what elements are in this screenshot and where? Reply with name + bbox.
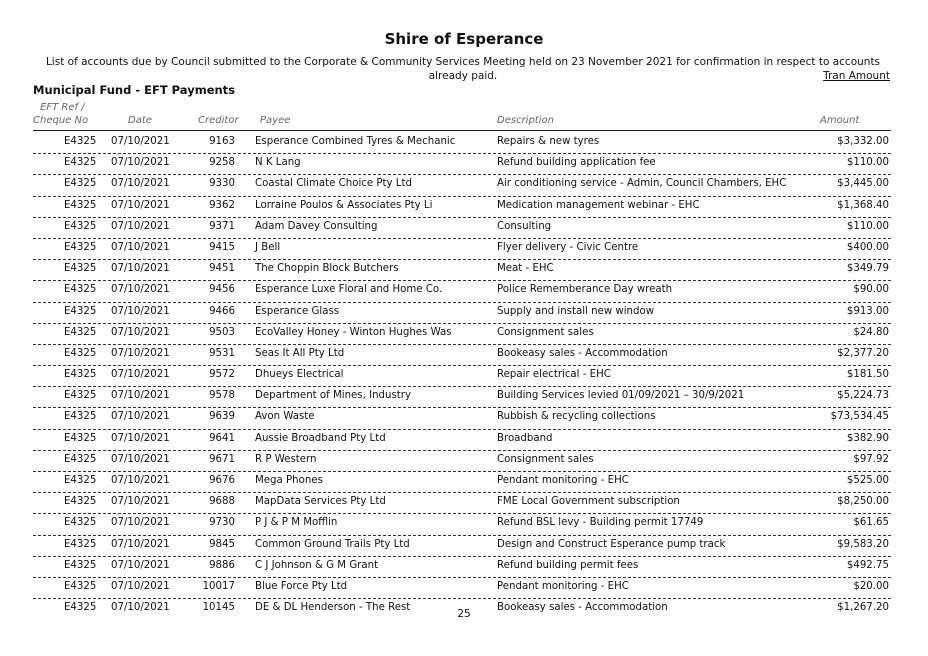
table-row bbox=[33, 133, 891, 154]
cell-amount: $1,368.40 bbox=[837, 199, 889, 211]
cell-payee: Common Ground Trails Pty Ltd bbox=[255, 538, 410, 550]
cell-payee: DE & DL Henderson - The Rest bbox=[255, 602, 411, 614]
cell-payee: EcoValley Honey - Winton Hughes Was bbox=[255, 326, 452, 338]
cell-creditor: 9671 bbox=[209, 453, 235, 465]
table-row bbox=[33, 472, 891, 493]
cell-description: Medication management webinar - EHC bbox=[497, 199, 700, 211]
cell-ref: E4325 bbox=[64, 241, 97, 253]
table-row bbox=[33, 303, 891, 324]
cell-creditor: 9886 bbox=[209, 559, 235, 571]
cell-description: Consulting bbox=[497, 220, 552, 232]
table-row bbox=[33, 387, 891, 408]
cell-creditor: 10017 bbox=[202, 580, 235, 592]
cell-date: 07/10/2021 bbox=[111, 538, 170, 550]
cell-amount: $382.90 bbox=[846, 432, 889, 444]
cell-creditor: 9371 bbox=[209, 220, 235, 232]
cell-creditor: 9639 bbox=[209, 411, 235, 423]
cell-ref: E4325 bbox=[64, 263, 97, 275]
cell-date: 07/10/2021 bbox=[111, 305, 170, 317]
column-header-date: Date bbox=[128, 115, 152, 126]
column-header-amount: Amount bbox=[820, 115, 860, 126]
table-row bbox=[33, 366, 891, 387]
cell-amount: $2,377.20 bbox=[837, 347, 889, 359]
cell-creditor: 9362 bbox=[209, 199, 235, 211]
cell-creditor: 9330 bbox=[209, 178, 235, 190]
cell-creditor: 9688 bbox=[209, 496, 235, 508]
cell-payee: Department of Mines, Industry bbox=[255, 390, 411, 402]
table-row bbox=[33, 197, 891, 218]
cell-amount: $913.00 bbox=[846, 305, 889, 317]
cell-amount: $3,445.00 bbox=[837, 178, 889, 190]
cell-amount: $9,583.20 bbox=[837, 538, 889, 550]
page-number: 25 bbox=[457, 608, 471, 620]
cell-date: 07/10/2021 bbox=[111, 326, 170, 338]
cell-description: Bookeasy sales - Accommodation bbox=[497, 602, 668, 614]
cell-ref: E4325 bbox=[64, 157, 97, 169]
cell-amount: $97.92 bbox=[853, 453, 889, 465]
cell-date: 07/10/2021 bbox=[111, 602, 170, 614]
table-row bbox=[33, 175, 891, 196]
cell-amount: $1,267.20 bbox=[837, 602, 889, 614]
table-row bbox=[33, 430, 891, 451]
cell-payee: The Choppin Block Butchers bbox=[255, 263, 399, 275]
cell-date: 07/10/2021 bbox=[111, 390, 170, 402]
cell-description: Refund BSL levy - Building permit 17749 bbox=[497, 517, 704, 529]
cell-payee: R P Western bbox=[255, 453, 317, 465]
cell-payee: Coastal Climate Choice Pty Ltd bbox=[255, 178, 412, 190]
cell-date: 07/10/2021 bbox=[111, 432, 170, 444]
cell-description: Bookeasy sales - Accommodation bbox=[497, 347, 668, 359]
cell-ref: E4325 bbox=[64, 199, 97, 211]
cell-payee: Seas It All Pty Ltd bbox=[255, 347, 345, 359]
cell-date: 07/10/2021 bbox=[111, 369, 170, 381]
cell-creditor: 9456 bbox=[209, 284, 235, 296]
cell-payee: Esperance Luxe Floral and Home Co. bbox=[255, 284, 443, 296]
cell-description: Repairs & new tyres bbox=[497, 136, 600, 147]
cell-creditor: 9531 bbox=[209, 347, 235, 359]
cell-creditor: 9163 bbox=[209, 136, 235, 147]
cell-description: Flyer delivery - Civic Centre bbox=[497, 241, 639, 253]
cell-amount: $525.00 bbox=[846, 475, 889, 486]
cell-description: Pendant monitoring - EHC bbox=[497, 580, 629, 592]
table-row bbox=[33, 557, 891, 578]
table-row bbox=[33, 536, 891, 557]
cell-ref: E4325 bbox=[64, 475, 97, 486]
fund-heading: Municipal Fund - EFT Payments bbox=[33, 83, 236, 97]
table-row bbox=[33, 154, 891, 175]
cell-ref: E4325 bbox=[64, 347, 97, 359]
cell-ref: E4325 bbox=[64, 411, 97, 423]
column-header-creditor: Creditor bbox=[198, 115, 239, 126]
column-header-payee: Payee bbox=[260, 115, 291, 126]
report-subtitle: List of accounts due by Council submitted to the Corporate & Community Services Meeting held on 23 November 2021 for confirmation in respect to accounts already paid. bbox=[45, 56, 881, 82]
cell-date: 07/10/2021 bbox=[111, 475, 170, 486]
cell-description: FME Local Government subscription bbox=[497, 496, 680, 508]
cell-date: 07/10/2021 bbox=[111, 453, 170, 465]
cell-ref: E4325 bbox=[64, 453, 97, 465]
cell-creditor: 9415 bbox=[209, 241, 235, 253]
cell-date: 07/10/2021 bbox=[111, 263, 170, 275]
cell-description: Pendant monitoring - EHC bbox=[497, 475, 629, 486]
table-row bbox=[33, 451, 891, 472]
payments-table bbox=[33, 133, 891, 619]
cell-date: 07/10/2021 bbox=[111, 199, 170, 211]
cell-amount: $61.65 bbox=[853, 517, 889, 529]
cell-ref: E4325 bbox=[64, 136, 97, 147]
cell-date: 07/10/2021 bbox=[111, 411, 170, 423]
cell-amount: $349.79 bbox=[846, 263, 889, 275]
cell-date: 07/10/2021 bbox=[111, 220, 170, 232]
cell-payee: Esperance Glass bbox=[255, 305, 340, 317]
cell-ref: E4325 bbox=[64, 538, 97, 550]
cell-amount: $73,534.45 bbox=[830, 411, 889, 423]
cell-description: Supply and install new window bbox=[497, 305, 655, 317]
cell-ref: E4325 bbox=[64, 284, 97, 296]
cell-ref: E4325 bbox=[64, 369, 97, 381]
cell-payee: Esperance Combined Tyres & Mechanic bbox=[255, 136, 456, 147]
cell-date: 07/10/2021 bbox=[111, 517, 170, 529]
page-title: Shire of Esperance bbox=[384, 30, 544, 48]
table-row bbox=[33, 345, 891, 366]
cell-creditor: 9503 bbox=[209, 326, 235, 338]
cell-creditor: 10145 bbox=[202, 602, 235, 614]
cell-date: 07/10/2021 bbox=[111, 284, 170, 296]
cell-payee: P J & P M Mofflin bbox=[255, 517, 338, 529]
column-header-ref-line1: EFT Ref / bbox=[40, 102, 85, 113]
cell-date: 07/10/2021 bbox=[111, 347, 170, 359]
table-row bbox=[33, 218, 891, 239]
column-header-description: Description bbox=[497, 115, 554, 126]
cell-payee: Dhueys Electrical bbox=[255, 369, 344, 381]
cell-description: Police Rememberance Day wreath bbox=[497, 284, 673, 296]
cell-amount: $3,332.00 bbox=[837, 136, 889, 147]
cell-payee: Mega Phones bbox=[255, 475, 323, 486]
cell-amount: $8,250.00 bbox=[837, 496, 889, 508]
cell-amount: $5,224.73 bbox=[837, 390, 889, 402]
cell-amount: $20.00 bbox=[853, 580, 889, 592]
cell-ref: E4325 bbox=[64, 580, 97, 592]
cell-amount: $400.00 bbox=[846, 241, 889, 253]
table-row bbox=[33, 281, 891, 302]
cell-payee: Avon Waste bbox=[255, 411, 315, 423]
table-row bbox=[33, 408, 891, 429]
cell-description: Repair electrical - EHC bbox=[497, 369, 611, 381]
cell-amount: $181.50 bbox=[846, 369, 889, 381]
cell-description: Refund building application fee bbox=[497, 157, 656, 169]
cell-date: 07/10/2021 bbox=[111, 559, 170, 571]
cell-ref: E4325 bbox=[64, 559, 97, 571]
cell-amount: $110.00 bbox=[846, 220, 889, 232]
cell-date: 07/10/2021 bbox=[111, 580, 170, 592]
cell-creditor: 9730 bbox=[209, 517, 235, 529]
cell-date: 07/10/2021 bbox=[111, 496, 170, 508]
cell-payee: Adam Davey Consulting bbox=[255, 220, 378, 232]
table-row bbox=[33, 324, 891, 345]
cell-payee: N K Lang bbox=[255, 157, 301, 169]
cell-creditor: 9466 bbox=[209, 305, 235, 317]
cell-ref: E4325 bbox=[64, 517, 97, 529]
cell-date: 07/10/2021 bbox=[111, 157, 170, 169]
tran-amount-label: Tran Amount bbox=[823, 70, 890, 82]
cell-description: Rubbish & recycling collections bbox=[497, 411, 656, 423]
cell-ref: E4325 bbox=[64, 326, 97, 338]
cell-amount: $90.00 bbox=[853, 284, 889, 296]
cell-date: 07/10/2021 bbox=[111, 241, 170, 253]
cell-amount: $110.00 bbox=[846, 157, 889, 169]
header-divider bbox=[33, 130, 891, 131]
cell-description: Design and Construct Esperance pump track bbox=[497, 538, 726, 550]
cell-ref: E4325 bbox=[64, 305, 97, 317]
cell-ref: E4325 bbox=[64, 178, 97, 190]
cell-payee: J Bell bbox=[255, 241, 281, 253]
table-row bbox=[33, 514, 891, 535]
cell-creditor: 9845 bbox=[209, 538, 235, 550]
cell-ref: E4325 bbox=[64, 602, 97, 614]
cell-payee: MapData Services Pty Ltd bbox=[255, 496, 386, 508]
cell-description: Consignment sales bbox=[497, 453, 594, 465]
cell-date: 07/10/2021 bbox=[111, 178, 170, 190]
cell-ref: E4325 bbox=[64, 390, 97, 402]
column-header-ref-line2: Cheque No bbox=[33, 115, 89, 126]
cell-description: Broadband bbox=[497, 432, 553, 444]
cell-ref: E4325 bbox=[64, 432, 97, 444]
cell-payee: Aussie Broadband Pty Ltd bbox=[255, 432, 386, 444]
cell-creditor: 9676 bbox=[209, 475, 235, 486]
cell-amount: $24.80 bbox=[853, 326, 889, 338]
cell-payee: Blue Force Pty Ltd bbox=[255, 580, 348, 592]
cell-description: Air conditioning service - Admin, Council Chambers, EHC bbox=[497, 178, 787, 190]
cell-description: Building Services levied 01/09/2021 – 30/9/2021 bbox=[497, 390, 745, 402]
table-row bbox=[33, 239, 891, 260]
table-row bbox=[33, 578, 891, 599]
cell-description: Refund building permit fees bbox=[497, 559, 639, 571]
table-row bbox=[33, 493, 891, 514]
cell-creditor: 9572 bbox=[209, 369, 235, 381]
cell-creditor: 9578 bbox=[209, 390, 235, 402]
table-row bbox=[33, 260, 891, 281]
cell-creditor: 9451 bbox=[209, 263, 235, 275]
cell-date: 07/10/2021 bbox=[111, 136, 170, 147]
cell-payee: C J Johnson & G M Grant bbox=[255, 559, 379, 571]
cell-ref: E4325 bbox=[64, 496, 97, 508]
cell-payee: Lorraine Poulos & Associates Pty Li bbox=[255, 199, 433, 211]
cell-description: Consignment sales bbox=[497, 326, 594, 338]
cell-ref: E4325 bbox=[64, 220, 97, 232]
cell-amount: $492.75 bbox=[846, 559, 889, 571]
cell-creditor: 9641 bbox=[209, 432, 235, 444]
cell-creditor: 9258 bbox=[209, 157, 235, 169]
cell-description: Meat - EHC bbox=[497, 263, 554, 275]
